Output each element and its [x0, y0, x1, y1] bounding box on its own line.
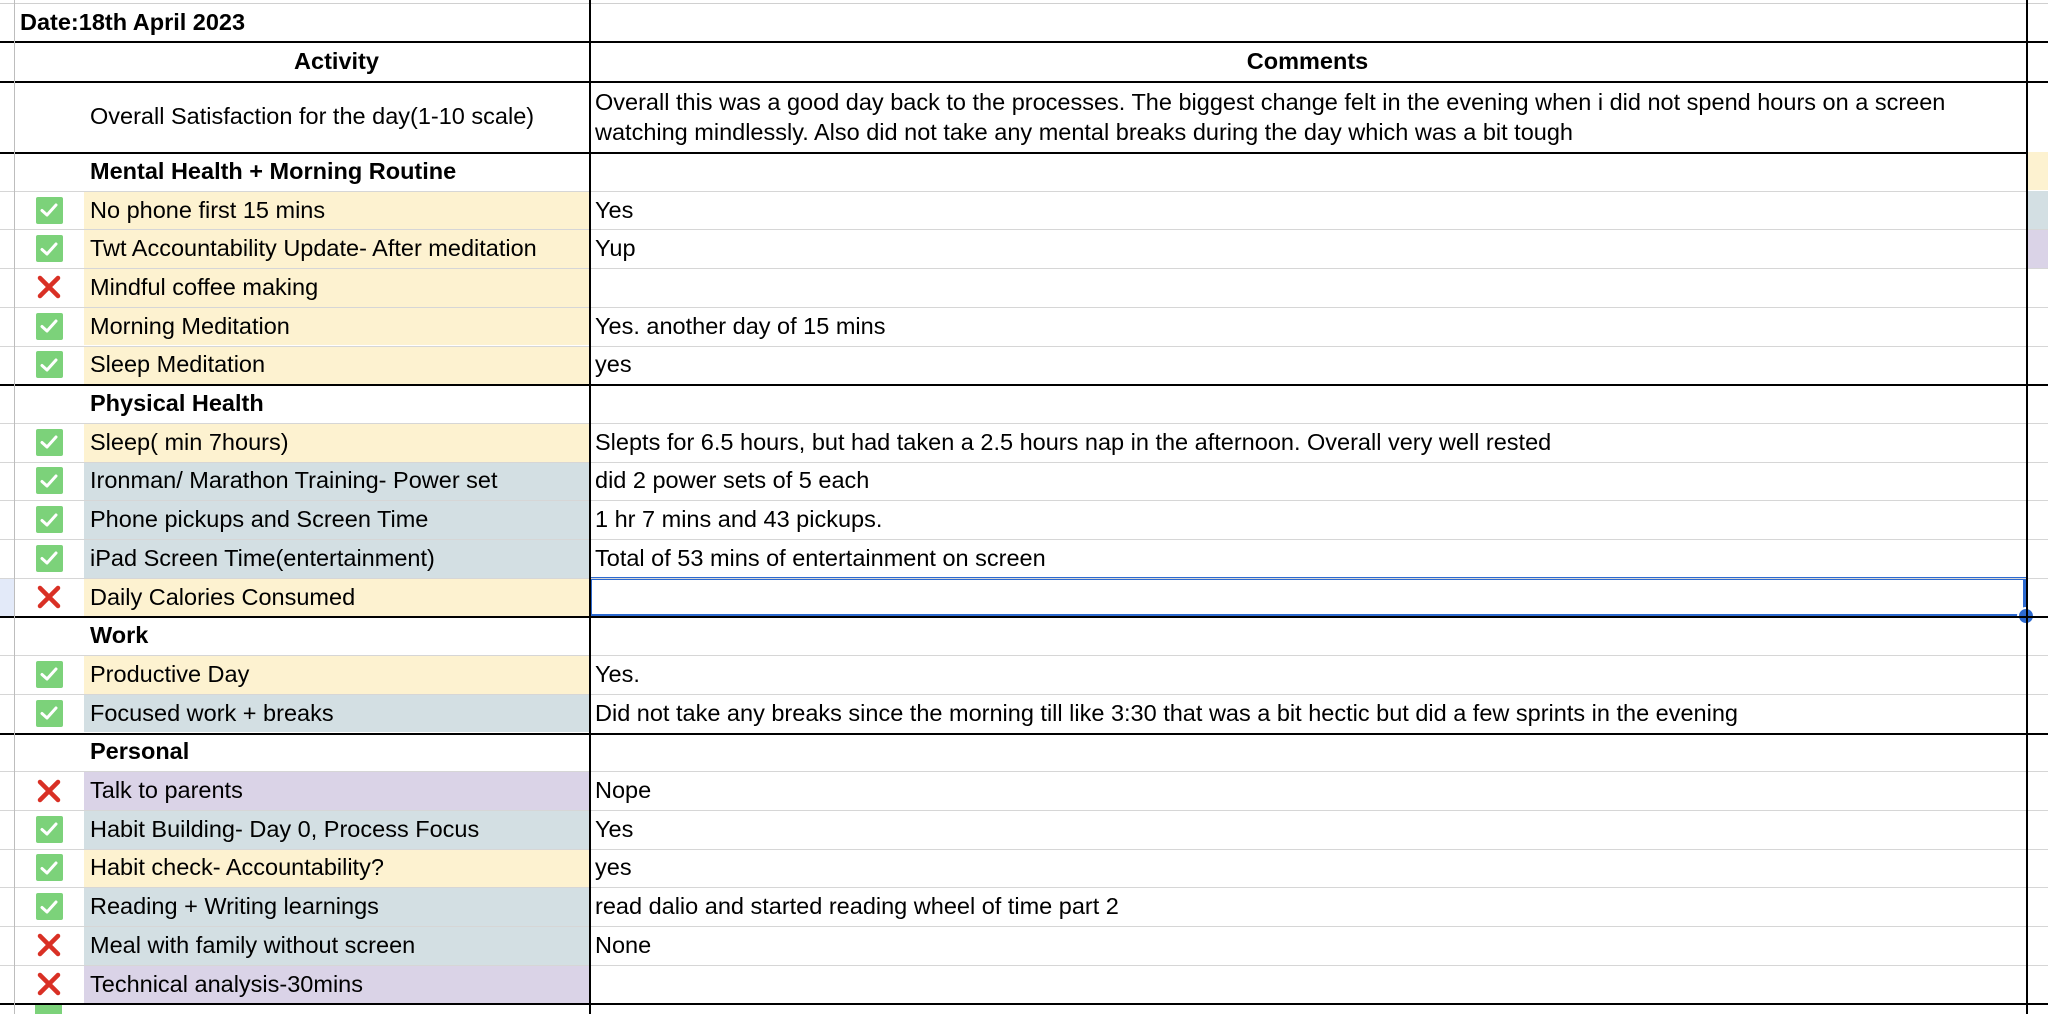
status-cell[interactable]: [14, 733, 84, 772]
grid-line: [0, 384, 2048, 386]
activity-cell[interactable]: Technical analysis-30mins: [84, 965, 589, 1004]
section-row: [0, 384, 2048, 423]
grid-line: [0, 965, 2048, 966]
grid-line: [0, 41, 2048, 43]
cross-mark-icon[interactable]: [36, 778, 62, 804]
activity-row: [0, 229, 2048, 268]
grid-line: [0, 462, 2048, 463]
comment-cell[interactable]: Yes: [595, 196, 634, 223]
status-cell[interactable]: [14, 423, 84, 462]
grid-line: [0, 616, 2048, 618]
comment-cell[interactable]: Total of 53 mins of entertainment on screen: [595, 544, 1046, 571]
section-title[interactable]: Mental Health + Morning Routine: [90, 157, 457, 184]
section-title[interactable]: Personal: [90, 738, 190, 765]
activity-cell[interactable]: No phone first 15 mins: [84, 191, 589, 230]
checkbox-checked-icon[interactable]: [36, 429, 63, 456]
color-legend-swatch: [2028, 230, 2048, 268]
comment-cell[interactable]: Yes.: [595, 660, 640, 687]
grid-line: [0, 810, 2048, 811]
status-cell[interactable]: [14, 965, 84, 1004]
grid-line: [0, 268, 2048, 269]
activity-row: [0, 462, 2048, 501]
grid-line: [0, 3, 2048, 4]
grid-line: [0, 81, 2048, 83]
status-cell[interactable]: [14, 655, 84, 694]
checkbox-checked-icon[interactable]: [35, 1005, 62, 1014]
activity-row: [0, 346, 2048, 385]
activity-cell[interactable]: Sleep( min 7hours): [84, 423, 589, 462]
activity-row: [0, 694, 2048, 733]
activity-row: [0, 849, 2048, 888]
activity-row: [0, 423, 2048, 462]
section-title[interactable]: Work: [90, 622, 149, 649]
activity-cell[interactable]: Daily Calories Consumed: [84, 578, 589, 617]
grid-line: [0, 539, 2048, 540]
status-cell[interactable]: [14, 462, 84, 501]
activity-header[interactable]: Activity: [294, 47, 379, 74]
activity-cell[interactable]: Habit check- Accountability?: [84, 849, 589, 888]
comment-cell[interactable]: Yup: [595, 235, 636, 262]
status-cell[interactable]: [14, 887, 84, 926]
comment-cell[interactable]: 1 hr 7 mins and 43 pickups.: [595, 506, 883, 533]
selection-outline: [589, 577, 2026, 618]
comment-cell[interactable]: [589, 152, 2026, 191]
cross-mark-icon[interactable]: [36, 584, 62, 610]
status-cell[interactable]: [14, 539, 84, 578]
activity-cell[interactable]: Twt Accountability Update- After meditation: [84, 229, 589, 268]
activity-row: [0, 191, 2048, 230]
comment-cell[interactable]: read dalio and started reading wheel of time part 2: [595, 893, 1119, 920]
activity-cell[interactable]: Meal with family without screen: [84, 926, 589, 965]
cross-mark-icon[interactable]: [36, 932, 62, 958]
section-row: [0, 616, 2048, 655]
activity-row: [0, 655, 2048, 694]
color-legend-swatch: [2028, 191, 2048, 229]
comment-cell[interactable]: Slepts for 6.5 hours, but had taken a 2.5 hours nap in the afternoon. Overall very well rested: [595, 428, 1552, 455]
status-cell[interactable]: [14, 926, 84, 965]
color-legend-swatch: [2028, 152, 2048, 190]
checkbox-checked-icon[interactable]: [36, 893, 63, 920]
checkbox-checked-icon[interactable]: [36, 700, 63, 727]
checkbox-checked-icon[interactable]: [36, 545, 63, 572]
grid-line: [0, 500, 2048, 501]
satisfaction-comment-line2: watching mindlessly. Also did not take any mental breaks during the day which was a bit tough: [595, 118, 1573, 145]
grid-line: [0, 849, 2048, 850]
status-cell[interactable]: [14, 307, 84, 346]
satisfaction-label[interactable]: Overall Satisfaction for the day(1-10 scale): [90, 103, 535, 129]
status-cell[interactable]: [14, 810, 84, 849]
checkbox-checked-icon[interactable]: [36, 661, 63, 688]
activity-row: [0, 965, 2048, 1004]
activity-row: [0, 887, 2048, 926]
comment-cell[interactable]: [589, 616, 2026, 655]
status-cell[interactable]: [14, 578, 84, 617]
status-cell[interactable]: [14, 616, 84, 655]
grid-line: [0, 307, 2048, 308]
comment-cell[interactable]: Yes: [595, 815, 634, 842]
status-cell[interactable]: [14, 500, 84, 539]
activity-cell[interactable]: Reading + Writing learnings: [84, 887, 589, 926]
checkbox-checked-icon[interactable]: [36, 854, 63, 881]
activity-row: [0, 268, 2048, 307]
grid-line: [14, 0, 15, 1014]
grid-line: [0, 694, 2048, 695]
checkbox-checked-icon[interactable]: [36, 506, 63, 533]
status-cell[interactable]: [14, 694, 84, 733]
grid-line: [589, 0, 591, 1014]
checkbox-checked-icon[interactable]: [36, 816, 63, 843]
checkbox-checked-icon[interactable]: [36, 197, 63, 224]
section-row: [0, 152, 2048, 191]
grid-line: [0, 655, 2048, 656]
cross-mark-icon[interactable]: [36, 274, 62, 300]
comment-cell[interactable]: [589, 384, 2026, 423]
status-cell[interactable]: [14, 268, 84, 307]
activity-row: [0, 500, 2048, 539]
grid-line: [0, 887, 2048, 888]
checkbox-checked-icon[interactable]: [36, 351, 63, 378]
activity-cell[interactable]: Morning Meditation: [84, 307, 589, 346]
status-cell[interactable]: [14, 229, 84, 268]
comment-cell[interactable]: Did not take any breaks since the morning till like 3:30 that was a bit hectic but did a few sprints in the evening: [595, 699, 1738, 726]
cross-mark-icon[interactable]: [36, 971, 62, 997]
comment-cell[interactable]: Yes. another day of 15 mins: [595, 312, 886, 339]
status-cell[interactable]: [14, 771, 84, 810]
activity-cell[interactable]: Mindful coffee making: [84, 268, 589, 307]
activity-cell[interactable]: Habit Building- Day 0, Process Focus: [84, 810, 589, 849]
date-row: [0, 3, 2048, 41]
comment-cell[interactable]: did 2 power sets of 5 each: [595, 467, 870, 494]
activity-cell[interactable]: Talk to parents: [84, 771, 589, 810]
activity-row: [0, 926, 2048, 965]
status-cell[interactable]: [14, 191, 84, 230]
comment-cell[interactable]: yes: [595, 854, 632, 881]
checkbox-checked-icon[interactable]: [36, 235, 63, 262]
checkbox-checked-icon[interactable]: [36, 313, 63, 340]
status-cell[interactable]: [14, 346, 84, 385]
activity-row: [0, 307, 2048, 346]
section-title[interactable]: Physical Health: [90, 390, 264, 417]
comments-header[interactable]: Comments: [1246, 47, 1369, 74]
grid-line: [0, 578, 2048, 579]
grid-line: [0, 152, 2048, 154]
activity-cell[interactable]: iPad Screen Time(entertainment): [84, 539, 589, 578]
activity-cell[interactable]: Productive Day: [84, 655, 589, 694]
grid-line: [0, 229, 2048, 230]
satisfaction-comment[interactable]: [589, 81, 2026, 152]
grid-line: [0, 1003, 2048, 1005]
comment-cell[interactable]: yes: [595, 351, 632, 378]
checkbox-checked-icon[interactable]: [36, 467, 63, 494]
header-row: [0, 41, 2048, 81]
activity-cell[interactable]: Ironman/ Marathon Training- Power set: [84, 462, 589, 501]
activity-cell[interactable]: Phone pickups and Screen Time: [84, 500, 589, 539]
comment-cell[interactable]: Nope: [595, 777, 652, 804]
comment-cell[interactable]: [589, 268, 2026, 307]
status-cell[interactable]: [14, 384, 84, 423]
grid-line: [0, 771, 2048, 772]
activity-cell[interactable]: Sleep Meditation: [84, 346, 589, 385]
status-cell[interactable]: [14, 849, 84, 888]
grid-line: [0, 346, 2048, 347]
activity-row: [0, 810, 2048, 849]
activity-row: [0, 771, 2048, 810]
activity-row: [0, 539, 2048, 578]
satisfaction-comment-line1: Overall this was a good day back to the processes. The biggest change felt in the evening when i did not spend hours on a screen: [595, 88, 1946, 115]
grid-line: [0, 733, 2048, 735]
grid-line: [0, 423, 2048, 424]
status-cell[interactable]: [14, 152, 84, 191]
comment-cell[interactable]: None: [595, 931, 652, 958]
activity-cell[interactable]: Focused work + breaks: [84, 694, 589, 733]
comment-cell[interactable]: [589, 965, 2026, 1004]
comment-cell[interactable]: [589, 733, 2026, 772]
grid-line: [0, 191, 2048, 192]
date-cell[interactable]: Date:18th April 2023: [20, 8, 246, 35]
satisfaction-row: [0, 81, 2048, 152]
grid-line: [0, 926, 2048, 927]
section-row: [0, 733, 2048, 772]
